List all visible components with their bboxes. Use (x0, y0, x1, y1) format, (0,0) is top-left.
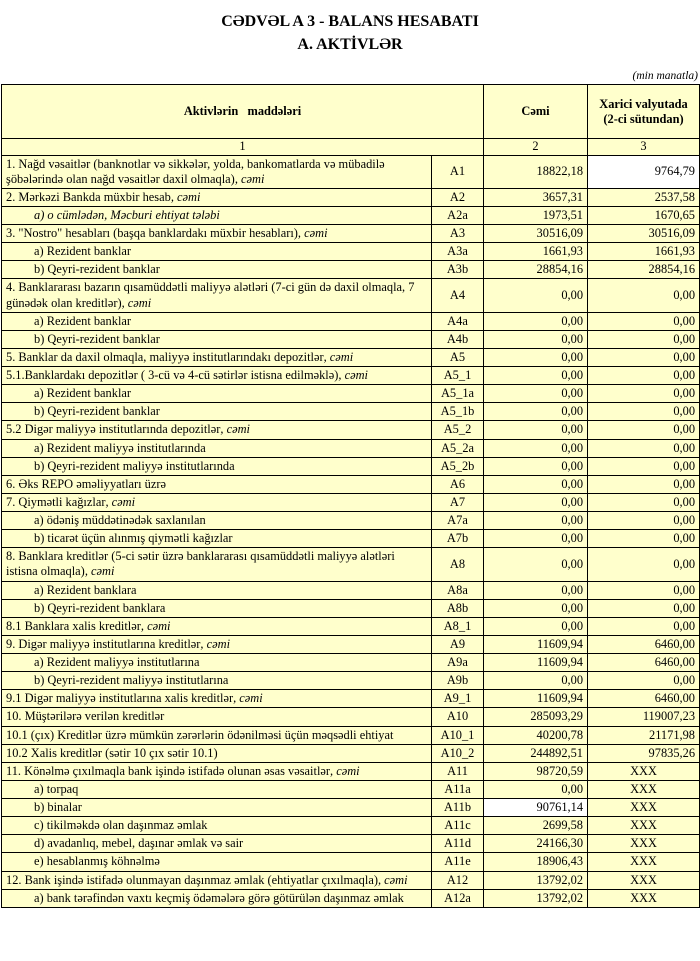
column-number-2: 2 (484, 139, 588, 155)
row-label: a) Rezident maliyyə institutlarında (2, 439, 432, 457)
row-code: A8b (432, 599, 484, 617)
row-foreign: 21171,98 (588, 726, 700, 744)
row-total: 0,00 (484, 439, 588, 457)
row-total: 11609,94 (484, 690, 588, 708)
row-foreign: 28854,16 (588, 261, 700, 279)
table-row (2, 367, 700, 385)
row-code: A2a (432, 206, 484, 224)
row-total: 28854,16 (484, 261, 588, 279)
row-foreign: XXX (588, 799, 700, 817)
row-label: 12. Bank işində istifadə olunmayan daşınmaz əmlak (ehtiyatlar çıxılmaqla), cəmi (2, 871, 432, 889)
row-total: 0,00 (484, 279, 588, 312)
row-label: a) o cümlədən, Məcburi ehtiyat tələbi (2, 206, 432, 224)
row-total: 0,00 (484, 421, 588, 439)
row-total: 11609,94 (484, 635, 588, 653)
table-row (2, 817, 700, 835)
row-total: 18822,18 (484, 155, 588, 188)
row-label: a) Rezident banklar (2, 243, 432, 261)
row-foreign: XXX (588, 871, 700, 889)
row-code: A5_1a (432, 385, 484, 403)
table-row (2, 330, 700, 348)
row-total: 90761,14 (484, 799, 588, 817)
row-total: 0,00 (484, 330, 588, 348)
table-row (2, 530, 700, 548)
row-foreign: 0,00 (588, 672, 700, 690)
row-foreign: 0,00 (588, 403, 700, 421)
table-row (2, 421, 700, 439)
row-total: 1661,93 (484, 243, 588, 261)
row-foreign: 0,00 (588, 599, 700, 617)
row-code: A11a (432, 780, 484, 798)
table-header-row (2, 85, 700, 139)
row-total: 285093,29 (484, 708, 588, 726)
row-total: 2699,58 (484, 817, 588, 835)
row-label: 2. Mərkəzi Bankda müxbir hesab, cəmi (2, 188, 432, 206)
table-row (2, 206, 700, 224)
row-foreign: 0,00 (588, 475, 700, 493)
row-code: A11 (432, 762, 484, 780)
row-foreign: 6460,00 (588, 690, 700, 708)
row-code: A10_1 (432, 726, 484, 744)
report-title (0, 10, 700, 56)
row-foreign: 0,00 (588, 279, 700, 312)
table-row (2, 548, 700, 581)
row-total: 13792,02 (484, 871, 588, 889)
row-label: a) Rezident banklar (2, 385, 432, 403)
row-code: A5_1b (432, 403, 484, 421)
row-total: 0,00 (484, 672, 588, 690)
row-foreign: 6460,00 (588, 654, 700, 672)
row-label: c) tikilməkdə olan daşınmaz əmlak (2, 817, 432, 835)
row-label: a) Rezident banklar (2, 312, 432, 330)
table-row (2, 635, 700, 653)
row-total: 0,00 (484, 548, 588, 581)
table-row (2, 279, 700, 312)
row-foreign: 30516,09 (588, 225, 700, 243)
table-row (2, 403, 700, 421)
row-label: b) Qeyri-rezident maliyyə institutlarına (2, 672, 432, 690)
row-label: 6. Əks REPO əməliyyatları üzrə (2, 475, 432, 493)
row-total: 0,00 (484, 385, 588, 403)
row-total: 0,00 (484, 599, 588, 617)
row-code: A10 (432, 708, 484, 726)
table-row (2, 243, 700, 261)
table-row (2, 188, 700, 206)
row-code: A3 (432, 225, 484, 243)
row-total: 0,00 (484, 617, 588, 635)
row-label: a) Rezident banklara (2, 581, 432, 599)
row-label: 5. Banklar da daxil olmaqla, maliyyə institutlarındakı depozitlər, cəmi (2, 348, 432, 366)
row-label: 5.2 Digər maliyyə institutlarında depozitlər, cəmi (2, 421, 432, 439)
row-total: 24166,30 (484, 835, 588, 853)
table-row (2, 439, 700, 457)
row-label: b) Qeyri-rezident banklar (2, 261, 432, 279)
row-total: 244892,51 (484, 744, 588, 762)
row-foreign: 0,00 (588, 439, 700, 457)
row-label: 8.1 Banklara xalis kreditlər, cəmi (2, 617, 432, 635)
row-code: A8a (432, 581, 484, 599)
row-code: A7a (432, 512, 484, 530)
report-title-line2: A. AKTİVLƏR (297, 36, 403, 54)
row-total: 0,00 (484, 512, 588, 530)
row-foreign: XXX (588, 817, 700, 835)
row-code: A8 (432, 548, 484, 581)
table-row (2, 853, 700, 871)
row-code: A5_2b (432, 457, 484, 475)
table-row (2, 871, 700, 889)
row-label: b) Qeyri-rezident banklar (2, 403, 432, 421)
row-code: A4 (432, 279, 484, 312)
row-code: A9 (432, 635, 484, 653)
table-row (2, 744, 700, 762)
table-row (2, 690, 700, 708)
row-total: 0,00 (484, 493, 588, 511)
table-body (2, 155, 700, 907)
table-row (2, 155, 700, 188)
row-foreign: XXX (588, 853, 700, 871)
row-code: A11d (432, 835, 484, 853)
row-foreign: 97835,26 (588, 744, 700, 762)
table-row (2, 457, 700, 475)
row-foreign: XXX (588, 762, 700, 780)
row-label: b) Qeyri-rezident banklar (2, 330, 432, 348)
table-row (2, 726, 700, 744)
row-code: A12 (432, 871, 484, 889)
row-code: A8_1 (432, 617, 484, 635)
row-foreign: XXX (588, 780, 700, 798)
table-row (2, 261, 700, 279)
row-total: 1973,51 (484, 206, 588, 224)
row-code: A11c (432, 817, 484, 835)
row-foreign: 0,00 (588, 493, 700, 511)
row-total: 0,00 (484, 348, 588, 366)
row-foreign: 0,00 (588, 421, 700, 439)
row-label: b) binalar (2, 799, 432, 817)
row-total: 18906,43 (484, 853, 588, 871)
row-code: A7b (432, 530, 484, 548)
row-code: A9_1 (432, 690, 484, 708)
table-row (2, 708, 700, 726)
row-total: 0,00 (484, 780, 588, 798)
row-total: 13792,02 (484, 889, 588, 907)
table-row (2, 312, 700, 330)
row-label: b) Qeyri-rezident maliyyə institutlarında (2, 457, 432, 475)
row-label: 10.2 Xalis kreditlər (sətir 10 çıx sətir 10.1) (2, 744, 432, 762)
row-label: 4. Banklararası bazarın qısamüddətli maliyyə alətləri (7-ci gün də daxil olmaqla, 7 günədək olan kreditlər), cəmi (2, 279, 432, 312)
row-total: 0,00 (484, 581, 588, 599)
table-row (2, 475, 700, 493)
table-row (2, 385, 700, 403)
row-code: A10_2 (432, 744, 484, 762)
row-foreign: 0,00 (588, 348, 700, 366)
row-foreign: 6460,00 (588, 635, 700, 653)
row-label: 9.1 Digər maliyyə institutlarına xalis kreditlər, cəmi (2, 690, 432, 708)
row-code: A5 (432, 348, 484, 366)
row-label: 1. Nağd vəsaitlər (banknotlar və sikkələr, yolda, bankomatlarda və mübadilə şöbələrində olan nağd vəsaitlər daxil olmaqla), cəmi (2, 155, 432, 188)
row-code: A7 (432, 493, 484, 511)
row-total: 11609,94 (484, 654, 588, 672)
table-row (2, 835, 700, 853)
row-foreign: 0,00 (588, 512, 700, 530)
row-foreign: 1670,65 (588, 206, 700, 224)
column-number-row (2, 139, 700, 155)
row-code: A4a (432, 312, 484, 330)
row-code: A11b (432, 799, 484, 817)
row-foreign: 0,00 (588, 385, 700, 403)
column-number-1: 1 (2, 139, 484, 155)
table-row (2, 780, 700, 798)
row-foreign: 119007,23 (588, 708, 700, 726)
row-code: A5_2a (432, 439, 484, 457)
table-row (2, 599, 700, 617)
row-code: A6 (432, 475, 484, 493)
row-label: e) hesablanmış köhnəlmə (2, 853, 432, 871)
header-items-label: Aktivlərin maddələri (2, 85, 484, 139)
row-foreign: 0,00 (588, 617, 700, 635)
row-foreign: 0,00 (588, 457, 700, 475)
row-foreign: 0,00 (588, 581, 700, 599)
table-row (2, 889, 700, 907)
row-code: A1 (432, 155, 484, 188)
row-label: 3. "Nostro" hesabları (başqa banklardakı müxbir hesabları), cəmi (2, 225, 432, 243)
row-code: A11e (432, 853, 484, 871)
report-title-line1: CƏDVƏL A 3 - BALANS HESABATI (221, 13, 479, 30)
header-total-label: Cəmi (484, 85, 588, 139)
row-total: 0,00 (484, 475, 588, 493)
row-code: A5_1 (432, 367, 484, 385)
unit-note: (min manatla) (632, 70, 698, 83)
row-total: 0,00 (484, 312, 588, 330)
row-code: A9a (432, 654, 484, 672)
table-row (2, 617, 700, 635)
row-total: 0,00 (484, 530, 588, 548)
balance-table (1, 84, 700, 907)
row-total: 0,00 (484, 367, 588, 385)
row-total: 98720,59 (484, 762, 588, 780)
table-row (2, 762, 700, 780)
row-label: 11. Könəlmə çıxılmaqla bank işində istifadə olunan əsas vəsaitlər, cəmi (2, 762, 432, 780)
table-row (2, 512, 700, 530)
row-label: d) avadanlıq, mebel, daşınar əmlak və sair (2, 835, 432, 853)
row-label: 9. Digər maliyyə institutlarına kreditlər, cəmi (2, 635, 432, 653)
table-row (2, 225, 700, 243)
row-total: 40200,78 (484, 726, 588, 744)
table-row (2, 654, 700, 672)
row-foreign: XXX (588, 835, 700, 853)
table-row (2, 348, 700, 366)
table-row (2, 493, 700, 511)
row-foreign: 0,00 (588, 312, 700, 330)
row-code: A9b (432, 672, 484, 690)
row-foreign: 2537,58 (588, 188, 700, 206)
row-foreign: 0,00 (588, 548, 700, 581)
row-foreign: XXX (588, 889, 700, 907)
row-total: 0,00 (484, 403, 588, 421)
row-foreign: 9764,79 (588, 155, 700, 188)
row-label: b) ticarət üçün alınmış qiymətli kağızlar (2, 530, 432, 548)
row-total: 3657,31 (484, 188, 588, 206)
row-label: b) Qeyri-rezident banklara (2, 599, 432, 617)
row-code: A5_2 (432, 421, 484, 439)
row-label: 10. Müştərilərə verilən kreditlər (2, 708, 432, 726)
row-label: a) ödəniş müddətinədək saxlanılan (2, 512, 432, 530)
row-code: A3a (432, 243, 484, 261)
row-label: 7. Qiymətli kağızlar, cəmi (2, 493, 432, 511)
row-code: A2 (432, 188, 484, 206)
row-total: 0,00 (484, 457, 588, 475)
row-code: A3b (432, 261, 484, 279)
column-number-3: 3 (588, 139, 700, 155)
table-row (2, 799, 700, 817)
row-total: 30516,09 (484, 225, 588, 243)
row-label: 8. Banklara kreditlər (5-ci sətir üzrə banklararası qısamüddətli maliyyə alətləri istisna olmaqla), cəmi (2, 548, 432, 581)
row-foreign: 0,00 (588, 367, 700, 385)
row-code: A12a (432, 889, 484, 907)
row-label: 10.1 (çıx) Kreditlər üzrə mümkün zərərlərin ödənilməsi üçün məqsədli ehtiyat (2, 726, 432, 744)
row-label: a) Rezident maliyyə institutlarına (2, 654, 432, 672)
row-label: 5.1.Banklardakı depozitlər ( 3-cü və 4-cü sətirlər istisna edilməklə), cəmi (2, 367, 432, 385)
table-row (2, 672, 700, 690)
row-label: a) bank tərəfindən vaxtı keçmiş ödəmələrə görə götürülən daşınmaz əmlak (2, 889, 432, 907)
row-label: a) torpaq (2, 780, 432, 798)
row-foreign: 0,00 (588, 330, 700, 348)
header-foreign-label: Xarici valyutada (2-ci sütundan) (588, 85, 700, 139)
table-row (2, 581, 700, 599)
row-foreign: 1661,93 (588, 243, 700, 261)
row-foreign: 0,00 (588, 530, 700, 548)
row-code: A4b (432, 330, 484, 348)
